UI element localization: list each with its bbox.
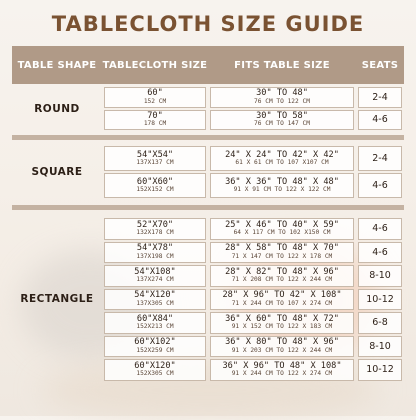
tablecloth-size-cell — [104, 312, 206, 334]
fits-in: 28" X 96" TO 42" X 108" — [222, 290, 342, 301]
table-header — [12, 46, 404, 84]
seats-cell: 4-6 — [358, 173, 402, 198]
fits-in: 28" X 82" TO 48" X 96" — [225, 266, 339, 277]
size-cm: 152 CM — [143, 97, 167, 105]
shape-label-square: SQUARE — [31, 166, 83, 178]
size-in: 60"X102" — [134, 337, 176, 348]
size-in: 60"X120" — [134, 360, 176, 371]
table-row — [102, 145, 404, 172]
fits-cm: 71 X 208 CM TO 122 X 244 CM — [231, 276, 333, 284]
section-round — [12, 86, 404, 131]
seats-cell: 2-4 — [358, 87, 402, 108]
fits-cm: 71 X 147 CM TO 122 X 178 CM — [231, 252, 333, 260]
size-cm: 152X213 CM — [136, 323, 174, 331]
fits-cm: 91 X 152 CM TO 122 X 183 CM — [231, 323, 333, 331]
fits-cm: 91 X 244 CM TO 122 X 274 CM — [231, 370, 333, 378]
fits-size-cell — [210, 336, 354, 358]
fits-size-cell — [210, 242, 354, 264]
size-cm: 137X305 CM — [136, 299, 174, 307]
header-tablecloth-size: TABLECLOTH SIZE — [102, 59, 208, 71]
fits-cm: 91 X 203 CM TO 122 X 244 CM — [231, 346, 333, 354]
fits-in: 30" TO 58" — [256, 110, 308, 121]
size-in: 52"X70" — [136, 219, 174, 230]
table-row — [102, 172, 404, 199]
fits-cm: 71 X 244 CM TO 107 X 274 CM — [231, 299, 333, 307]
table-row — [102, 241, 404, 265]
table-row — [102, 311, 404, 335]
fits-size-cell — [210, 312, 354, 334]
table-row — [102, 358, 404, 382]
fits-in: 36" X 96" TO 48" X 108" — [222, 360, 342, 371]
fits-in: 25" X 46" TO 40" X 59" — [225, 219, 339, 230]
fits-size-cell — [210, 218, 354, 240]
header-seats: SEATS — [361, 59, 399, 71]
tablecloth-size-cell — [104, 265, 206, 287]
section-rectangle — [12, 217, 404, 382]
fits-in: 36" X 36" TO 48" X 48" — [225, 176, 339, 187]
section-square — [12, 145, 404, 199]
size-cm: 152X259 CM — [136, 346, 174, 354]
fits-cm: 61 X 61 CM TO 107 X107 CM — [235, 159, 329, 167]
table-row — [102, 264, 404, 288]
fits-in: 36" X 60" TO 48" X 72" — [225, 313, 339, 324]
fits-size-cell — [210, 110, 354, 131]
section-divider — [12, 205, 404, 210]
tablecloth-size-cell — [104, 146, 206, 171]
fits-size-cell — [210, 146, 354, 171]
fits-in: 36" X 80" TO 48" X 96" — [225, 337, 339, 348]
header-fits-table-size: FITS TABLE SIZE — [234, 59, 330, 71]
fits-size-cell — [210, 289, 354, 311]
tablecloth-size-cell — [104, 336, 206, 358]
size-cm: 137X274 CM — [136, 276, 174, 284]
seats-cell: 6-8 — [358, 312, 402, 334]
size-cm: 152X305 CM — [136, 370, 174, 378]
size-in: 60"X84" — [136, 313, 174, 324]
page-title: TABLECLOTH SIZE GUIDE — [51, 12, 365, 36]
fits-size-cell — [210, 265, 354, 287]
tablecloth-size-cell — [104, 242, 206, 264]
size-in: 54"X78" — [136, 243, 174, 254]
size-cm: 137X198 CM — [136, 252, 174, 260]
size-in: 70" — [147, 110, 163, 121]
size-in: 54"X54" — [136, 149, 174, 160]
seats-cell: 2-4 — [358, 146, 402, 171]
tablecloth-size-cell — [104, 289, 206, 311]
fits-size-cell — [210, 87, 354, 108]
tablecloth-size-cell — [104, 173, 206, 198]
size-in: 60" — [147, 88, 163, 99]
size-in: 54"X120" — [134, 290, 176, 301]
size-cm: 152X152 CM — [136, 186, 174, 194]
fits-size-cell — [210, 173, 354, 198]
shape-label-rectangle: RECTANGLE — [20, 293, 94, 306]
table-row — [102, 109, 404, 132]
table-row — [102, 217, 404, 241]
tablecloth-size-cell — [104, 110, 206, 131]
seats-cell: 10-12 — [358, 289, 402, 311]
seats-cell: 10-12 — [358, 359, 402, 381]
table-row — [102, 288, 404, 312]
header-table-shape: TABLE SHAPE — [17, 59, 97, 71]
fits-in: 24" X 24" TO 42" X 42" — [225, 149, 339, 160]
size-cm: 178 CM — [143, 120, 167, 128]
fits-in: 30" TO 48" — [256, 88, 308, 99]
section-divider — [12, 135, 404, 140]
tablecloth-size-cell — [104, 87, 206, 108]
table-row — [102, 335, 404, 359]
size-in: 60"X60" — [136, 176, 174, 187]
seats-cell: 8-10 — [358, 336, 402, 358]
fits-in: 28" X 58" TO 48" X 70" — [225, 243, 339, 254]
fits-cm: 64 X 117 CM TO 102 X150 CM — [233, 229, 331, 237]
size-cm: 137X137 CM — [136, 159, 174, 167]
tablecloth-size-cell — [104, 359, 206, 381]
fits-size-cell — [210, 359, 354, 381]
seats-cell: 4-6 — [358, 242, 402, 264]
fits-cm: 76 CM TO 122 CM — [254, 97, 310, 105]
seats-cell: 4-6 — [358, 110, 402, 131]
shape-label-round: ROUND — [34, 102, 80, 115]
size-cm: 132X178 CM — [136, 229, 174, 237]
table-row — [102, 86, 404, 109]
size-in: 54"X108" — [134, 266, 176, 277]
tablecloth-size-cell — [104, 218, 206, 240]
seats-cell: 8-10 — [358, 265, 402, 287]
fits-cm: 76 CM TO 147 CM — [254, 120, 310, 128]
seats-cell: 4-6 — [358, 218, 402, 240]
fits-cm: 91 X 91 CM TO 122 X 122 CM — [233, 186, 331, 194]
